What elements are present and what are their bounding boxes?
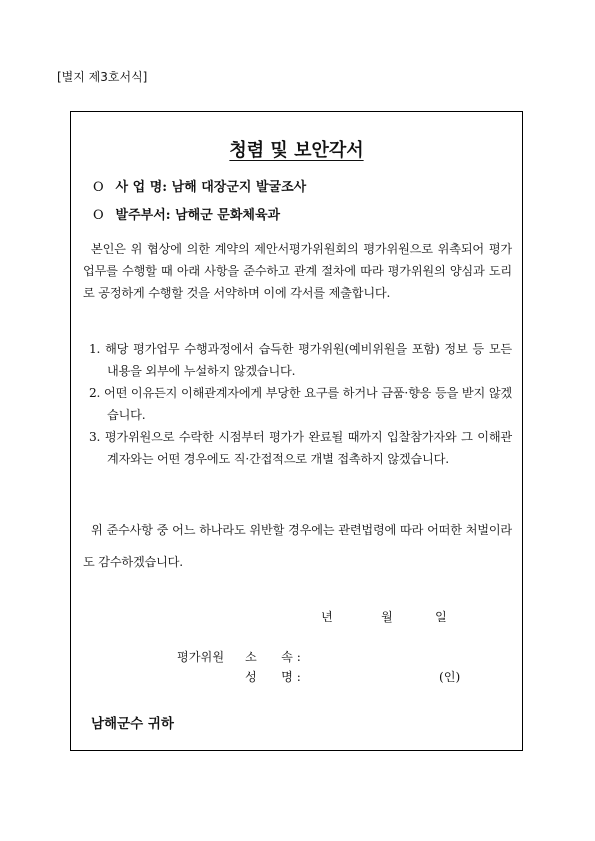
- bullet-mark: O: [93, 208, 104, 223]
- addressee: 남해군수 귀하: [91, 716, 174, 732]
- pledge-document: [70, 111, 523, 751]
- seal-mark: (인): [439, 670, 461, 684]
- evaluator-role-label: 평가위원: [177, 650, 225, 664]
- intro-paragraph: 본인은 위 협상에 의한 계약의 제안서평가위원회의 평가위원으로 위촉되어 평가업무를 수행할 때 아래 사항을 준수하고 관계 절차에 따라 평가위원의 양심과 도리로 공정하게 수행할 것을 서약하며 이에 각서를 제출합니다.: [83, 242, 512, 300]
- project-name-label: 사 업 명:: [115, 180, 168, 195]
- project-name-value: 남해 대장군지 발굴조사: [171, 180, 307, 195]
- date-year-label: 년: [321, 610, 333, 624]
- affiliation-label: 소 속 :: [245, 650, 301, 664]
- pledge-list: [83, 338, 512, 470]
- closing-paragraph: 위 준수사항 중 어느 하나라도 위반할 경우에는 관련법령에 따라 어떠한 처벌이라도 감수하겠습니다.: [83, 523, 512, 569]
- department-row: [93, 204, 280, 223]
- bullet-mark: O: [93, 180, 104, 195]
- document-title: [71, 136, 522, 162]
- pledge-item: 1. 해당 평가업무 수행과정에서 습득한 평가위원(예비위원을 포함) 정보 등 모든 내용을 외부에 누설하지 않겠습니다.: [89, 342, 512, 378]
- date-month-label: 월: [381, 610, 393, 624]
- project-name-row: [93, 176, 306, 195]
- pledge-item: 2. 어떤 이유든지 이해관계자에게 부당한 요구를 하거나 금품·향응 등을 받지 않겠습니다.: [89, 386, 512, 422]
- document-title-text: 청렴 및 보안각서: [229, 140, 364, 161]
- pledge-item: 3. 평가위원으로 수락한 시점부터 평가가 완료될 때까지 입찰참가자와 그 이해관계자와는 어떤 경우에도 직·간접적으로 개별 접촉하지 않겠습니다.: [89, 430, 512, 466]
- name-label: 성 명 :: [245, 670, 301, 684]
- date-day-label: 일: [435, 610, 447, 624]
- department-value: 남해군 문화체육과: [175, 208, 281, 223]
- form-number-label: [별지 제3호서식]: [57, 70, 148, 84]
- department-label: 발주부서:: [115, 208, 171, 223]
